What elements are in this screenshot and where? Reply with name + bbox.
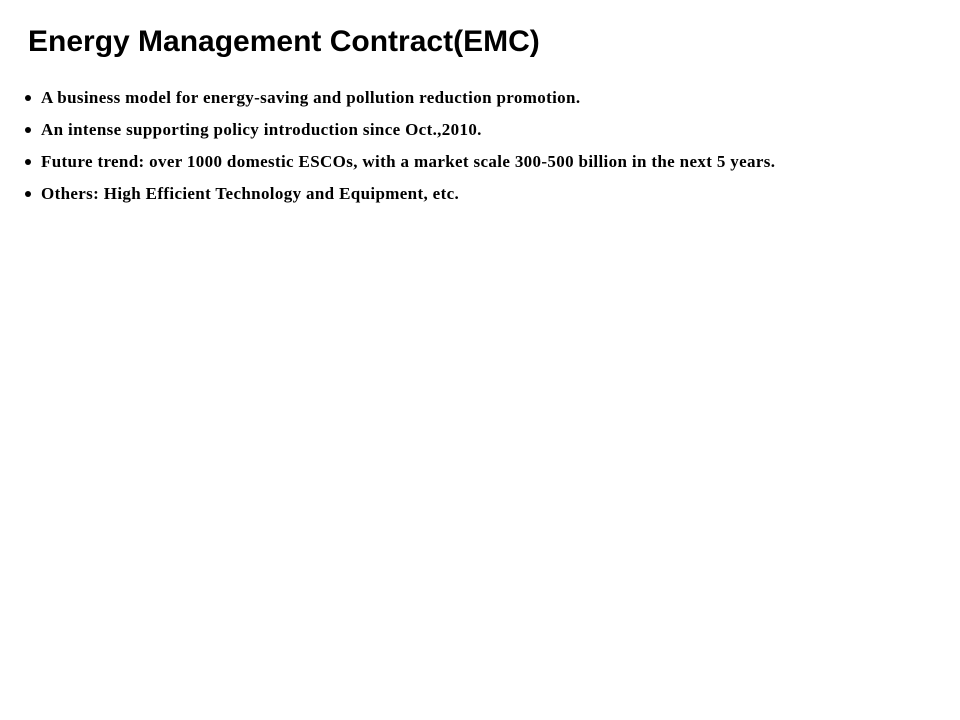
bullet-item [22, 114, 942, 146]
bullet-text: Future trend: over 1000 domestic ESCOs, with a market scale 300-500 billion in the next 5 years. [41, 152, 776, 171]
slide-title: Energy Management Contract(EMC) [28, 25, 540, 58]
bullet-icon [25, 159, 31, 165]
bullet-list [22, 82, 942, 210]
bullet-icon [25, 95, 31, 101]
bullet-icon [25, 191, 31, 197]
bullet-text: An intense supporting policy introduction since Oct.,2010. [41, 120, 482, 139]
bullet-icon [25, 127, 31, 133]
bullet-text: Others: High Efficient Technology and Equipment, etc. [41, 184, 460, 203]
bullet-item [22, 178, 942, 210]
bullet-text: A business model for energy-saving and pollution reduction promotion. [41, 88, 581, 107]
bullet-item [22, 146, 942, 178]
bullet-item [22, 82, 942, 114]
